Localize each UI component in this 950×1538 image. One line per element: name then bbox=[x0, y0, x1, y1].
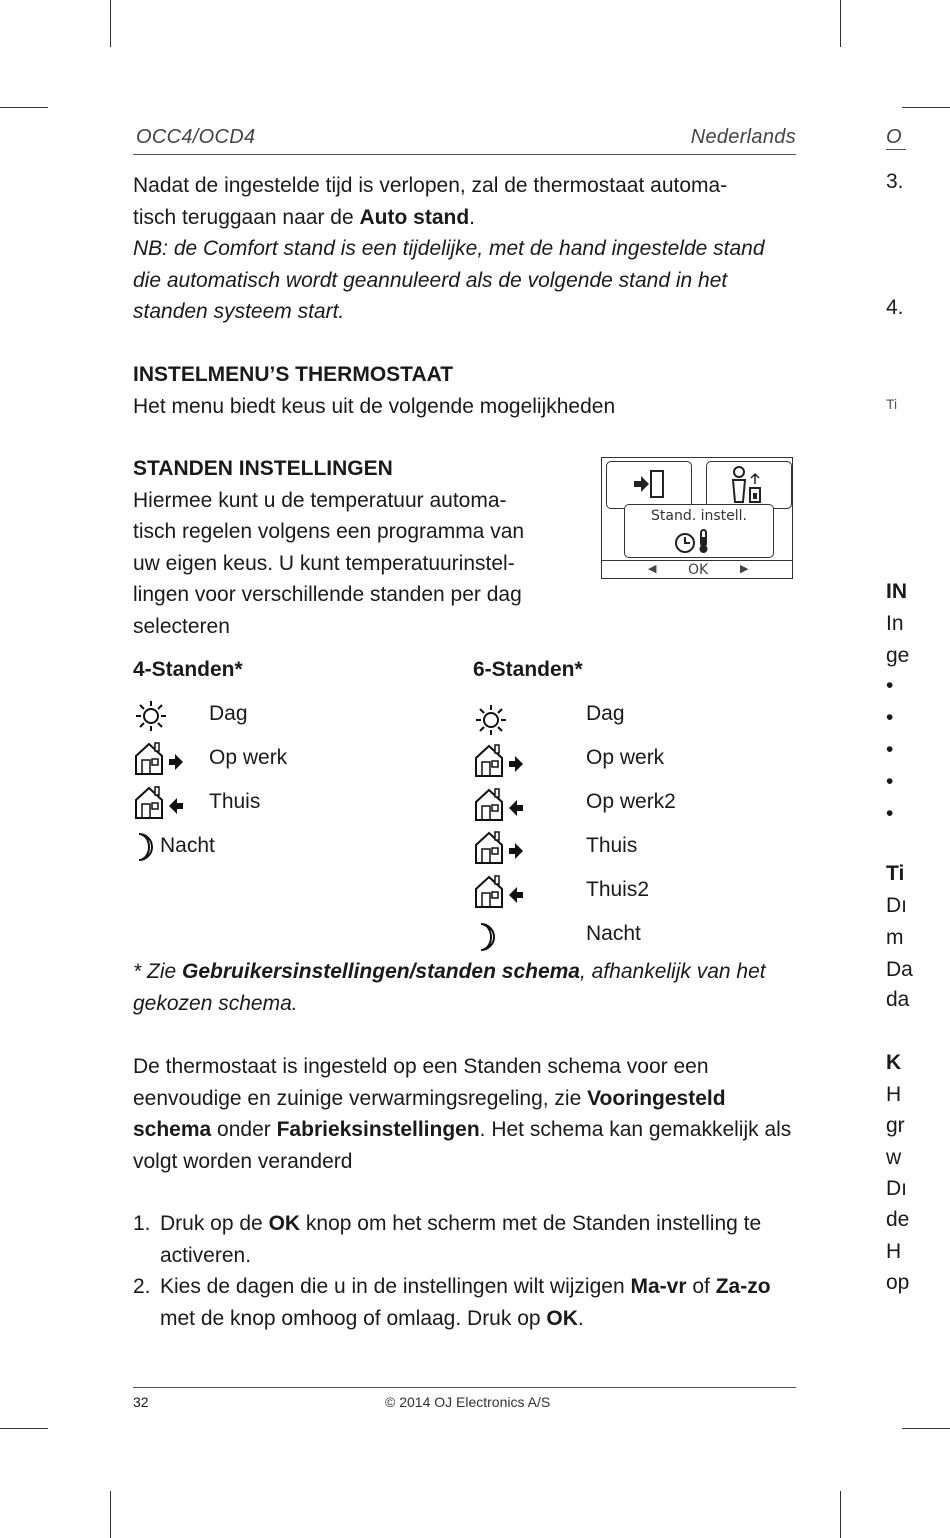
section-heading: STANDEN INSTELLINGEN bbox=[133, 457, 393, 480]
house-out-icon bbox=[133, 740, 189, 776]
section-line: Hiermee kunt u de temperatuur automa- bbox=[133, 488, 507, 512]
mode-label: Op werk2 bbox=[586, 790, 676, 813]
display-nav-bar bbox=[602, 562, 792, 579]
schema-text: onder bbox=[211, 1118, 277, 1141]
crop-mark bbox=[110, 1491, 111, 1538]
section-line: selecteren bbox=[133, 614, 230, 638]
schema-term: Fabrieksinstellingen bbox=[276, 1118, 480, 1141]
step-number: 2. bbox=[133, 1275, 151, 1298]
schema-text: . Het schema kan gemakkelijk als volgt worden veranderd bbox=[133, 1118, 792, 1173]
step-text-part: met de knop omhoog of omlaag. Druk op bbox=[160, 1306, 547, 1330]
step-text bbox=[160, 1208, 796, 1271]
intro-paragraph bbox=[133, 170, 796, 328]
step-key: OK bbox=[268, 1212, 301, 1235]
step-text-part: Kies de dagen die u in de instellingen wilt wijzigen bbox=[160, 1275, 631, 1298]
step-text-part: Druk op de bbox=[160, 1212, 269, 1235]
crop-mark bbox=[840, 1491, 841, 1538]
house-in-icon bbox=[473, 786, 529, 822]
step-text bbox=[160, 1271, 796, 1334]
crop-mark bbox=[110, 0, 111, 47]
thermostat-display-illustration bbox=[601, 457, 793, 579]
house-out-icon bbox=[473, 742, 529, 778]
person-icon bbox=[707, 462, 791, 508]
page-number: 32 bbox=[133, 1394, 149, 1410]
section-line: tisch regelen volgens een programma van bbox=[133, 520, 525, 543]
fragment: Da bbox=[886, 958, 913, 981]
modes6-title: 6-Standen* bbox=[473, 658, 583, 681]
crop-mark bbox=[0, 1428, 48, 1429]
crop-mark bbox=[840, 0, 841, 47]
mode-label: Thuis bbox=[586, 834, 638, 857]
fragment: Dı bbox=[886, 1177, 907, 1200]
mode-label: Dag bbox=[586, 702, 625, 725]
clock-thermometer-icon bbox=[625, 505, 773, 557]
display-button-right bbox=[706, 461, 792, 509]
fragment: H bbox=[886, 1240, 902, 1263]
mode-label: Nacht bbox=[586, 922, 641, 945]
footer-rule bbox=[133, 1387, 796, 1388]
house-in-icon bbox=[473, 873, 529, 909]
mode-label: Thuis2 bbox=[586, 878, 650, 901]
step-key: Za-zo bbox=[715, 1275, 771, 1298]
schema-paragraph bbox=[133, 1051, 796, 1177]
house-out-icon bbox=[473, 829, 529, 865]
intro-period: . bbox=[469, 205, 475, 229]
crop-mark bbox=[0, 107, 48, 108]
fragment: ge bbox=[886, 644, 910, 667]
adjacent-page-fragment bbox=[884, 0, 950, 1538]
mode-label: Nacht bbox=[160, 834, 215, 857]
footnote-pre: * Zie bbox=[133, 960, 183, 983]
fragment: IN bbox=[886, 580, 907, 603]
ok-label: OK bbox=[688, 562, 709, 578]
section-line: uw eigen keus. U kunt temperatuurinstel- bbox=[133, 551, 515, 575]
fragment: In bbox=[886, 612, 904, 635]
display-divider bbox=[602, 560, 792, 561]
fragment: de bbox=[886, 1208, 910, 1231]
intro-line1: Nadat de ingestelde tijd is verlopen, zal de thermostaat automa- bbox=[133, 174, 728, 197]
bullet: • bbox=[886, 770, 894, 793]
moon-icon bbox=[475, 922, 501, 952]
display-button-left bbox=[606, 461, 692, 509]
bullet: • bbox=[886, 706, 894, 729]
intro-line2: tisch teruggaan naar de bbox=[133, 205, 360, 229]
fragment: w bbox=[886, 1146, 902, 1169]
bullet: • bbox=[886, 674, 894, 697]
fragment: op bbox=[886, 1271, 910, 1294]
mode-label: Op werk bbox=[586, 746, 665, 769]
fragment: Dı bbox=[886, 894, 907, 917]
schema-text: De thermostaat is ingesteld op een Standen schema voor een eenvoudige en zuinige verwarmingsregeling, zie bbox=[133, 1055, 709, 1110]
step-text-part: . bbox=[577, 1306, 584, 1330]
display-label: Stand. instell. bbox=[650, 508, 747, 524]
section-text: Het menu biedt keus uit de volgende mogelijkheden bbox=[133, 394, 616, 418]
fragment: da bbox=[886, 988, 910, 1011]
mode-label: Thuis bbox=[209, 790, 261, 813]
header-model: OCC4/OCD4 bbox=[136, 126, 256, 148]
fragment: K bbox=[886, 1051, 902, 1074]
bullet: • bbox=[886, 802, 894, 825]
comfort-note: NB: de Comfort stand is een tijdelijke, met de hand ingestelde stand die automatisch wordt geannuleerd als de volgende stand in het standen systeem start. bbox=[133, 237, 765, 323]
fragment: Ti bbox=[886, 396, 898, 412]
manual-page bbox=[133, 0, 796, 1538]
mode-label: Dag bbox=[209, 702, 248, 725]
door-exit-icon bbox=[607, 462, 691, 508]
fragment: gr bbox=[886, 1114, 905, 1137]
copyright: © 2014 OJ Electronics A/S bbox=[385, 1394, 551, 1410]
standen-section bbox=[133, 453, 553, 642]
auto-stand-term: Auto stand bbox=[359, 205, 470, 229]
step-text-part: of bbox=[686, 1275, 716, 1298]
fragment: 3. bbox=[886, 170, 904, 193]
step-number: 1. bbox=[133, 1212, 151, 1235]
header-language: Nederlands bbox=[690, 126, 796, 148]
bullet: • bbox=[886, 738, 894, 761]
footnote-reference: Gebruikersinstellingen/standen schema bbox=[182, 960, 580, 983]
modes4-title: 4-Standen* bbox=[133, 658, 243, 681]
menu-section bbox=[133, 359, 796, 422]
fragment: O bbox=[886, 126, 906, 150]
fragment: 4. bbox=[886, 296, 904, 319]
display-selected-option bbox=[624, 504, 774, 558]
step-key: Ma-vr bbox=[630, 1275, 687, 1298]
footnote-post: , afhankelijk van het gekozen schema. bbox=[133, 960, 766, 1015]
house-in-icon bbox=[133, 784, 189, 820]
footnote bbox=[133, 956, 796, 1019]
mode-label: Op werk bbox=[209, 746, 288, 769]
step-text-part: knop om het scherm met de Standen instelling te activeren. bbox=[160, 1212, 762, 1267]
moon-icon bbox=[133, 832, 159, 862]
left-arrow-icon: ◀ bbox=[648, 562, 657, 575]
fragment: m bbox=[886, 926, 904, 949]
schema-term: Vooringesteld schema bbox=[133, 1086, 726, 1141]
section-heading: INSTELMENU’S THERMOSTAAT bbox=[133, 363, 454, 386]
sun-icon bbox=[473, 704, 513, 736]
step-key: OK bbox=[546, 1306, 578, 1330]
fragment: Ti bbox=[886, 862, 905, 885]
sun-icon bbox=[133, 700, 173, 732]
running-header bbox=[133, 124, 796, 155]
section-line: lingen voor verschillende standen per dag bbox=[133, 583, 522, 606]
fragment: H bbox=[886, 1083, 902, 1106]
right-arrow-icon: ▶ bbox=[740, 562, 749, 575]
